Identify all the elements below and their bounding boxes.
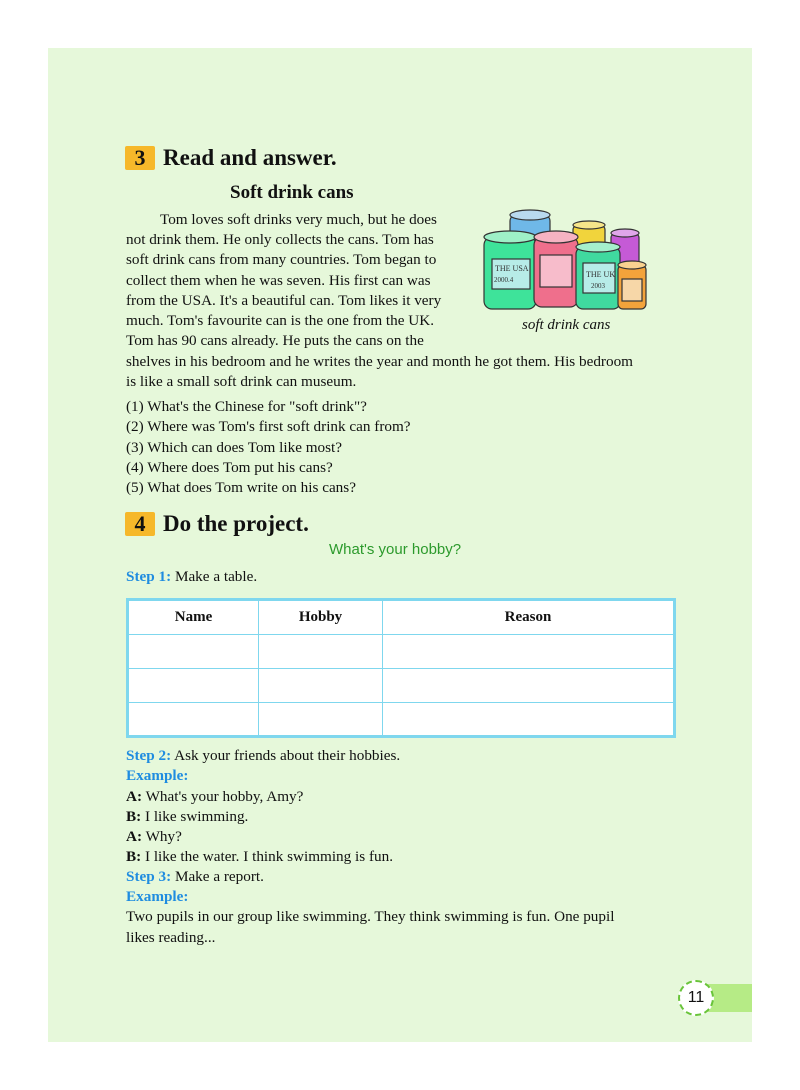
can-label-text: THE USA xyxy=(495,264,529,273)
speaker: B: xyxy=(126,808,142,825)
question: (1) What's the Chinese for "soft drink"? xyxy=(126,398,367,415)
table-row xyxy=(128,635,675,669)
dialogue-text: I like the water. I think swimming is fun. xyxy=(144,848,394,865)
can-label-text: THE UK xyxy=(586,270,616,279)
project-subtitle: What's your hobby? xyxy=(329,541,462,558)
dialogue-text: I like swimming. xyxy=(144,808,249,825)
table-header-name: Name xyxy=(128,600,259,635)
example-label: Example: xyxy=(126,888,189,905)
section-3-badge: 3 xyxy=(125,146,155,170)
section-3-heading xyxy=(125,145,337,171)
story-line: not drink them. He only collects the cans. Tom has xyxy=(126,231,434,248)
can-label-text: 2000.4 xyxy=(494,276,514,284)
step-3 xyxy=(126,868,264,886)
question: (4) Where does Tom put his cans? xyxy=(126,459,333,476)
hobby-table xyxy=(126,598,676,738)
dialogue-line xyxy=(126,788,303,806)
report-line: Two pupils in our group like swimming. They think swimming is fun. One pupil xyxy=(126,908,615,925)
section-3-title: Read and answer. xyxy=(163,145,337,170)
question: (3) Which can does Tom like most? xyxy=(126,439,343,456)
speaker: A: xyxy=(126,828,143,845)
speaker: A: xyxy=(126,788,143,805)
dialogue-line xyxy=(126,808,248,826)
step-1 xyxy=(126,568,257,586)
example-label: Example: xyxy=(126,767,189,784)
section-4-title: Do the project. xyxy=(163,511,309,536)
story-line: Tom has 90 cans already. He puts the cans on the xyxy=(126,332,424,349)
story-line: from the USA. It's a beautiful can. Tom likes it very xyxy=(126,292,442,309)
question: (5) What does Tom write on his cans? xyxy=(126,479,356,496)
step-2-text: Ask your friends about their hobbies. xyxy=(174,747,401,764)
step-2-label: Step 2: xyxy=(126,747,172,764)
section-4-heading xyxy=(125,511,309,537)
story-line: much. Tom's favourite can is the one from the UK. xyxy=(126,312,435,329)
story-line: soft drink cans from many countries. Tom began to xyxy=(126,251,437,268)
story-line: Tom loves soft drinks very much, but he does xyxy=(160,211,437,228)
dialogue-text: What's your hobby, Amy? xyxy=(145,788,304,805)
story-title: Soft drink cans xyxy=(230,182,354,203)
step-1-label: Step 1: xyxy=(126,568,172,585)
question: (2) Where was Tom's first soft drink can from? xyxy=(126,418,411,435)
image-caption: soft drink cans xyxy=(522,317,611,333)
table-row xyxy=(128,703,675,737)
page-number: 11 xyxy=(678,980,714,1016)
story-line: is like a small soft drink can museum. xyxy=(126,373,357,390)
dialogue-line xyxy=(126,848,393,866)
section-4-badge: 4 xyxy=(125,512,155,536)
step-2 xyxy=(126,747,400,765)
dialogue-line xyxy=(126,828,182,846)
table-header-reason: Reason xyxy=(383,600,675,635)
soft-drink-cans-illustration xyxy=(478,207,653,315)
table-header-hobby: Hobby xyxy=(259,600,383,635)
story-line: collect them when he was seven. His first can was xyxy=(126,272,431,289)
speaker: B: xyxy=(126,848,142,865)
table-row xyxy=(128,669,675,703)
step-3-text: Make a report. xyxy=(174,868,264,885)
dialogue-text: Why? xyxy=(145,828,182,845)
can-label-text: 2003 xyxy=(591,282,605,290)
step-1-text: Make a table. xyxy=(174,568,258,585)
story-line: shelves in his bedroom and he writes the year and month he got them. His bedroom xyxy=(126,353,633,370)
report-line: likes reading... xyxy=(126,929,216,946)
step-3-label: Step 3: xyxy=(126,868,172,885)
